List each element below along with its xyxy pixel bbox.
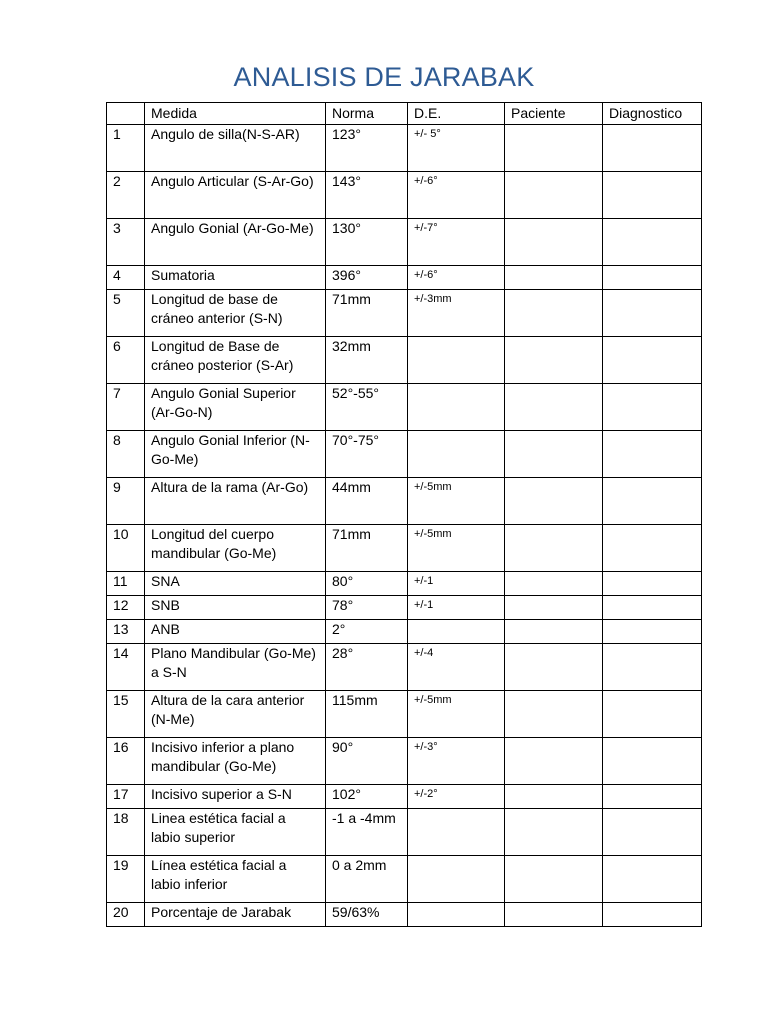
table-row [107, 431, 702, 478]
header-number [107, 103, 145, 125]
norma-cell: 130° [326, 219, 408, 266]
medida-cell: Longitud del cuerpo mandibular (Go-Me) [145, 525, 326, 572]
diagnostico-cell [603, 337, 702, 384]
de-cell: +/-6° [408, 172, 505, 219]
table-row [107, 219, 702, 266]
de-cell: +/-5mm [408, 525, 505, 572]
diagnostico-cell [603, 620, 702, 644]
medida-cell: Linea estética facial a labio superior [145, 809, 326, 856]
de-cell: +/-1 [408, 596, 505, 620]
table-row [107, 856, 702, 903]
paciente-cell [505, 337, 603, 384]
row-number-cell: 6 [107, 337, 145, 384]
table-row [107, 266, 702, 290]
medida-cell: Angulo Articular (S-Ar-Go) [145, 172, 326, 219]
table-body [107, 125, 702, 927]
de-cell [408, 620, 505, 644]
norma-cell: 52°-55° [326, 384, 408, 431]
de-cell [408, 337, 505, 384]
diagnostico-cell [603, 219, 702, 266]
diagnostico-cell [603, 290, 702, 337]
row-number-cell: 15 [107, 691, 145, 738]
row-number-cell: 18 [107, 809, 145, 856]
diagnostico-cell [603, 596, 702, 620]
paciente-cell [505, 431, 603, 478]
row-number-cell: 13 [107, 620, 145, 644]
de-cell: +/-5mm [408, 478, 505, 525]
de-cell: +/-6° [408, 266, 505, 290]
row-number-cell: 9 [107, 478, 145, 525]
row-number-cell: 2 [107, 172, 145, 219]
diagnostico-cell [603, 903, 702, 927]
medida-cell: Altura de la rama (Ar-Go) [145, 478, 326, 525]
norma-cell: 90° [326, 738, 408, 785]
medida-cell: Longitud de Base de cráneo posterior (S-Ar) [145, 337, 326, 384]
diagnostico-cell [603, 738, 702, 785]
row-number-cell: 10 [107, 525, 145, 572]
diagnostico-cell [603, 691, 702, 738]
table-row [107, 125, 702, 172]
de-cell [408, 431, 505, 478]
table-row [107, 478, 702, 525]
table-row [107, 337, 702, 384]
medida-cell: Angulo de silla(N-S-AR) [145, 125, 326, 172]
table-header-row [107, 103, 702, 125]
medida-cell: Porcentaje de Jarabak [145, 903, 326, 927]
de-cell: +/-3mm [408, 290, 505, 337]
de-cell: +/- 5° [408, 125, 505, 172]
paciente-cell [505, 644, 603, 691]
row-number-cell: 7 [107, 384, 145, 431]
table-row [107, 738, 702, 785]
table-row [107, 172, 702, 219]
norma-cell: 32mm [326, 337, 408, 384]
norma-cell: -1 a -4mm [326, 809, 408, 856]
table-row [107, 785, 702, 809]
header-paciente: Paciente [505, 103, 603, 125]
header-diagnostico: Diagnostico [603, 103, 702, 125]
de-cell: +/-2° [408, 785, 505, 809]
diagnostico-cell [603, 431, 702, 478]
paciente-cell [505, 572, 603, 596]
medida-cell: SNA [145, 572, 326, 596]
paciente-cell [505, 525, 603, 572]
row-number-cell: 4 [107, 266, 145, 290]
paciente-cell [505, 738, 603, 785]
paciente-cell [505, 172, 603, 219]
table-row [107, 525, 702, 572]
table-row [107, 620, 702, 644]
paciente-cell [505, 384, 603, 431]
medida-cell: ANB [145, 620, 326, 644]
header-de: D.E. [408, 103, 505, 125]
norma-cell: 28° [326, 644, 408, 691]
row-number-cell: 1 [107, 125, 145, 172]
norma-cell: 396° [326, 266, 408, 290]
medida-cell: Línea estética facial a labio inferior [145, 856, 326, 903]
row-number-cell: 19 [107, 856, 145, 903]
table-row [107, 290, 702, 337]
table-row [107, 572, 702, 596]
norma-cell: 80° [326, 572, 408, 596]
de-cell [408, 809, 505, 856]
de-cell [408, 856, 505, 903]
header-norma: Norma [326, 103, 408, 125]
paciente-cell [505, 903, 603, 927]
row-number-cell: 12 [107, 596, 145, 620]
row-number-cell: 16 [107, 738, 145, 785]
diagnostico-cell [603, 856, 702, 903]
row-number-cell: 20 [107, 903, 145, 927]
paciente-cell [505, 785, 603, 809]
de-cell: +/-1 [408, 572, 505, 596]
row-number-cell: 17 [107, 785, 145, 809]
medida-cell: Incisivo inferior a plano mandibular (Go-Me) [145, 738, 326, 785]
medida-cell: Plano Mandibular (Go-Me) a S-N [145, 644, 326, 691]
de-cell: +/-7° [408, 219, 505, 266]
table-row [107, 903, 702, 927]
de-cell [408, 903, 505, 927]
norma-cell: 102° [326, 785, 408, 809]
row-number-cell: 14 [107, 644, 145, 691]
medida-cell: Longitud de base de cráneo anterior (S-N) [145, 290, 326, 337]
medida-cell: Angulo Gonial Superior (Ar-Go-N) [145, 384, 326, 431]
norma-cell: 78° [326, 596, 408, 620]
paciente-cell [505, 219, 603, 266]
paciente-cell [505, 478, 603, 525]
norma-cell: 123° [326, 125, 408, 172]
de-cell: +/-5mm [408, 691, 505, 738]
diagnostico-cell [603, 809, 702, 856]
paciente-cell [505, 596, 603, 620]
norma-cell: 59/63% [326, 903, 408, 927]
row-number-cell: 5 [107, 290, 145, 337]
table-row [107, 596, 702, 620]
norma-cell: 2° [326, 620, 408, 644]
document-title: ANALISIS DE JARABAK [233, 62, 535, 92]
paciente-cell [505, 266, 603, 290]
norma-cell: 44mm [326, 478, 408, 525]
paciente-cell [505, 691, 603, 738]
de-cell: +/-4 [408, 644, 505, 691]
diagnostico-cell [603, 572, 702, 596]
table-row [107, 644, 702, 691]
paciente-cell [505, 290, 603, 337]
table-row [107, 384, 702, 431]
diagnostico-cell [603, 172, 702, 219]
paciente-cell [505, 125, 603, 172]
medida-cell: Incisivo superior a S-N [145, 785, 326, 809]
medida-cell: SNB [145, 596, 326, 620]
medida-cell: Angulo Gonial (Ar-Go-Me) [145, 219, 326, 266]
diagnostico-cell [603, 785, 702, 809]
medida-cell: Altura de la cara anterior (N-Me) [145, 691, 326, 738]
de-cell [408, 384, 505, 431]
diagnostico-cell [603, 478, 702, 525]
norma-cell: 71mm [326, 290, 408, 337]
jarabak-analysis-table [106, 102, 702, 927]
paciente-cell [505, 620, 603, 644]
table-row [107, 691, 702, 738]
medida-cell: Angulo Gonial Inferior (N-Go-Me) [145, 431, 326, 478]
header-medida: Medida [145, 103, 326, 125]
norma-cell: 143° [326, 172, 408, 219]
row-number-cell: 8 [107, 431, 145, 478]
diagnostico-cell [603, 525, 702, 572]
row-number-cell: 11 [107, 572, 145, 596]
diagnostico-cell [603, 384, 702, 431]
diagnostico-cell [603, 644, 702, 691]
medida-cell: Sumatoria [145, 266, 326, 290]
norma-cell: 0 a 2mm [326, 856, 408, 903]
de-cell: +/-3° [408, 738, 505, 785]
norma-cell: 70°-75° [326, 431, 408, 478]
row-number-cell: 3 [107, 219, 145, 266]
paciente-cell [505, 809, 603, 856]
norma-cell: 115mm [326, 691, 408, 738]
diagnostico-cell [603, 125, 702, 172]
norma-cell: 71mm [326, 525, 408, 572]
table-row [107, 809, 702, 856]
paciente-cell [505, 856, 603, 903]
diagnostico-cell [603, 266, 702, 290]
